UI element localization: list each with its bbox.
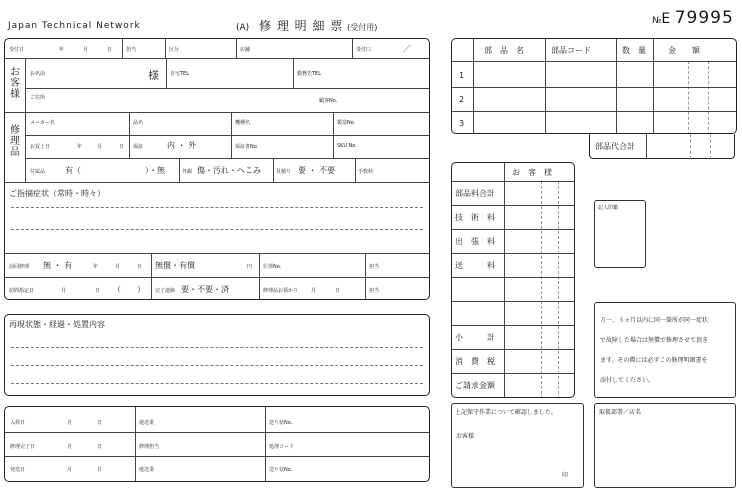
number-label: № (652, 16, 662, 26)
handling-dept-box (594, 403, 736, 488)
received-date-label: 受付日 (9, 47, 25, 53)
confirm-label: 上記保守作業について確認しました。 (455, 409, 557, 416)
shipper-label: 運送業 (139, 420, 155, 426)
customer-side-label: お 客 様 (10, 67, 20, 100)
hold-day: 日 (335, 288, 341, 294)
charge-travel-fee: 出 張 料 (455, 237, 495, 246)
contact-options[interactable]: 要・不要・済 (181, 285, 229, 294)
accessories-none[interactable]: ）・無 (145, 166, 165, 175)
repair-staff-label: 修理担当 (139, 444, 160, 450)
warranty-notice (594, 302, 736, 398)
charge-subtotal: 小 計 (455, 333, 495, 342)
confirm-customer-label: お客様 (456, 433, 475, 440)
visit-date-label: 訪問指定日 (9, 288, 35, 294)
warranty-no-label: 保証書No. (235, 144, 259, 150)
parts-row-3: 3 (459, 119, 465, 128)
hold-staff-label: 担当 (369, 288, 380, 294)
main-form-panel (4, 38, 430, 300)
bm-month-1: 月 (67, 420, 73, 426)
parts-total-label: 部品代合計 (595, 142, 635, 151)
ship-date-label: 発送日 (10, 467, 26, 473)
prev-month: 月 (115, 264, 121, 270)
purchase-day: 日 (119, 144, 125, 150)
hold-month: 月 (311, 288, 317, 294)
prev-staff-label: 担当 (369, 264, 380, 270)
warranty-label: 保証 (133, 144, 144, 150)
bm-month-3: 月 (67, 467, 73, 473)
notice-line-1: 万一、３ヵ月以内に同一箇所が同一症状 (600, 317, 709, 324)
reproduction-label: 再現状態・経過・処置内容 (9, 320, 105, 329)
charge-tax: 消 費 税 (455, 357, 495, 366)
title-prefix: (A) (236, 23, 250, 33)
reception-label: 受付口 (356, 47, 372, 53)
sku-label: SKU No. (337, 143, 357, 149)
title-suffix: (受付用) (347, 23, 378, 32)
symptom-label: ご指摘症状（常時・時々） (9, 189, 105, 198)
warranty-options[interactable]: 内 ・ 外 (167, 141, 197, 150)
parts-row-1: 1 (459, 71, 465, 80)
bottom-slip-no2-label: 送り状No. (269, 467, 293, 473)
bm-day-3: 日 (97, 467, 103, 473)
repair-done-label: 修理完了日 (10, 444, 36, 450)
charge-parts-total: 部品料合計 (455, 189, 495, 198)
purchase-date-label: お買上日 (30, 144, 51, 150)
number-series: E (661, 11, 671, 27)
notice-line-3: ます。その際には必ずこの修理明細書を (600, 357, 708, 364)
bottom-slip-no-label: 送り状No. (269, 420, 293, 426)
parts-total-box (589, 134, 735, 159)
shipper2-label: 運送業 (139, 467, 155, 473)
visit-weekday: （ ） (113, 285, 145, 294)
logistics-panel (4, 406, 430, 482)
appearance-options[interactable]: 傷・汚れ・へこみ (197, 166, 261, 175)
serial-label: 製造No. (337, 120, 356, 126)
parts-header-name: 部 品 名 (484, 46, 524, 55)
prev-year: 年 (93, 264, 99, 270)
charge-total: ご請求金額 (455, 381, 495, 390)
visit-month: 月 (61, 288, 67, 294)
seal-label: 記入印鑑 (598, 205, 619, 211)
charge-shipping: 送 料 (455, 261, 495, 270)
bm-day-1: 日 (97, 420, 103, 426)
purchase-month: 月 (97, 144, 103, 150)
reproduction-panel (4, 314, 430, 396)
customer-name-label: お名前 (30, 71, 46, 77)
home-tel-label: 自宅TEL (170, 71, 189, 77)
prev-day: 日 (137, 264, 143, 270)
estimate-options[interactable]: 要 ・ 不要 (298, 166, 336, 175)
purchase-year: 年 (77, 144, 83, 150)
bm-month-2: 月 (67, 444, 73, 450)
staff-label: 担当 (126, 47, 137, 53)
seal-box (594, 200, 646, 268)
year-label: 年 (59, 47, 65, 53)
appearance-label: 外観 (182, 169, 193, 175)
charges-table (451, 162, 575, 398)
slip-no-label: 伝票No. (263, 264, 282, 270)
model-label: 機種名 (235, 120, 251, 126)
form-title (236, 17, 377, 34)
prev-repair-label: 前回修理 (9, 264, 30, 270)
customer-no-label: 顧客No. (319, 98, 338, 104)
prev-repair-options[interactable]: 無 ・ 有 (43, 261, 73, 270)
notice-line-2: で故障した場合は無償で修理させて頂き (600, 337, 709, 344)
product-label: 品名 (133, 120, 144, 126)
bm-day-2: 日 (97, 444, 103, 450)
parts-header-code: 部品コード (551, 46, 591, 55)
hold-date-label: 修理品お預かり (263, 288, 299, 294)
received-in-label: 入荷日 (10, 420, 26, 426)
confirm-seal-mark: 印 (562, 472, 569, 479)
store-label: 店舗 (240, 47, 251, 53)
maker-label: メーカー名 (30, 120, 55, 126)
estimate-label: 見積り (276, 169, 292, 175)
done-contact-label: 完了連絡 (155, 288, 176, 294)
parts-header-qty: 数 量 (622, 46, 646, 55)
paid-options[interactable]: 無償・有償 (155, 261, 195, 270)
charges-header: お 客 様 (512, 168, 552, 177)
notice-line-4: 添付してください。 (600, 377, 655, 384)
form-number (652, 8, 734, 28)
parts-header-amount: 金 額 (668, 46, 700, 55)
address-label: ご住所 (30, 95, 46, 101)
confirm-box (451, 403, 584, 488)
process-code-label: 処理コード (269, 444, 295, 450)
category-label: 区分 (169, 47, 180, 53)
company-name: Japan Technical Network (8, 21, 141, 31)
parts-row-2: 2 (459, 95, 465, 104)
repair-item-side-label: 修 理 品 (10, 125, 20, 158)
month-label: 月 (83, 47, 89, 53)
parts-table (451, 38, 737, 134)
charge-tech-fee: 技 術 料 (455, 213, 495, 222)
honorific: 様 (148, 69, 159, 82)
yen-label: 円 (247, 264, 253, 270)
accessories-label: 付属品 (30, 169, 46, 175)
day-label: 日 (107, 47, 113, 53)
handling-dept-label: 取扱部署／店名 (599, 409, 642, 416)
number-value: 79995 (674, 8, 734, 28)
mobile-tel-label: 勤務先TEL (297, 71, 321, 77)
fee-label: 手数料 (358, 169, 374, 175)
visit-day: 日 (95, 288, 101, 294)
accessories-has[interactable]: 有（ (65, 166, 81, 175)
reception-slash: ／ (403, 44, 411, 53)
title-main: 修 理 明 細 票 (259, 19, 344, 33)
